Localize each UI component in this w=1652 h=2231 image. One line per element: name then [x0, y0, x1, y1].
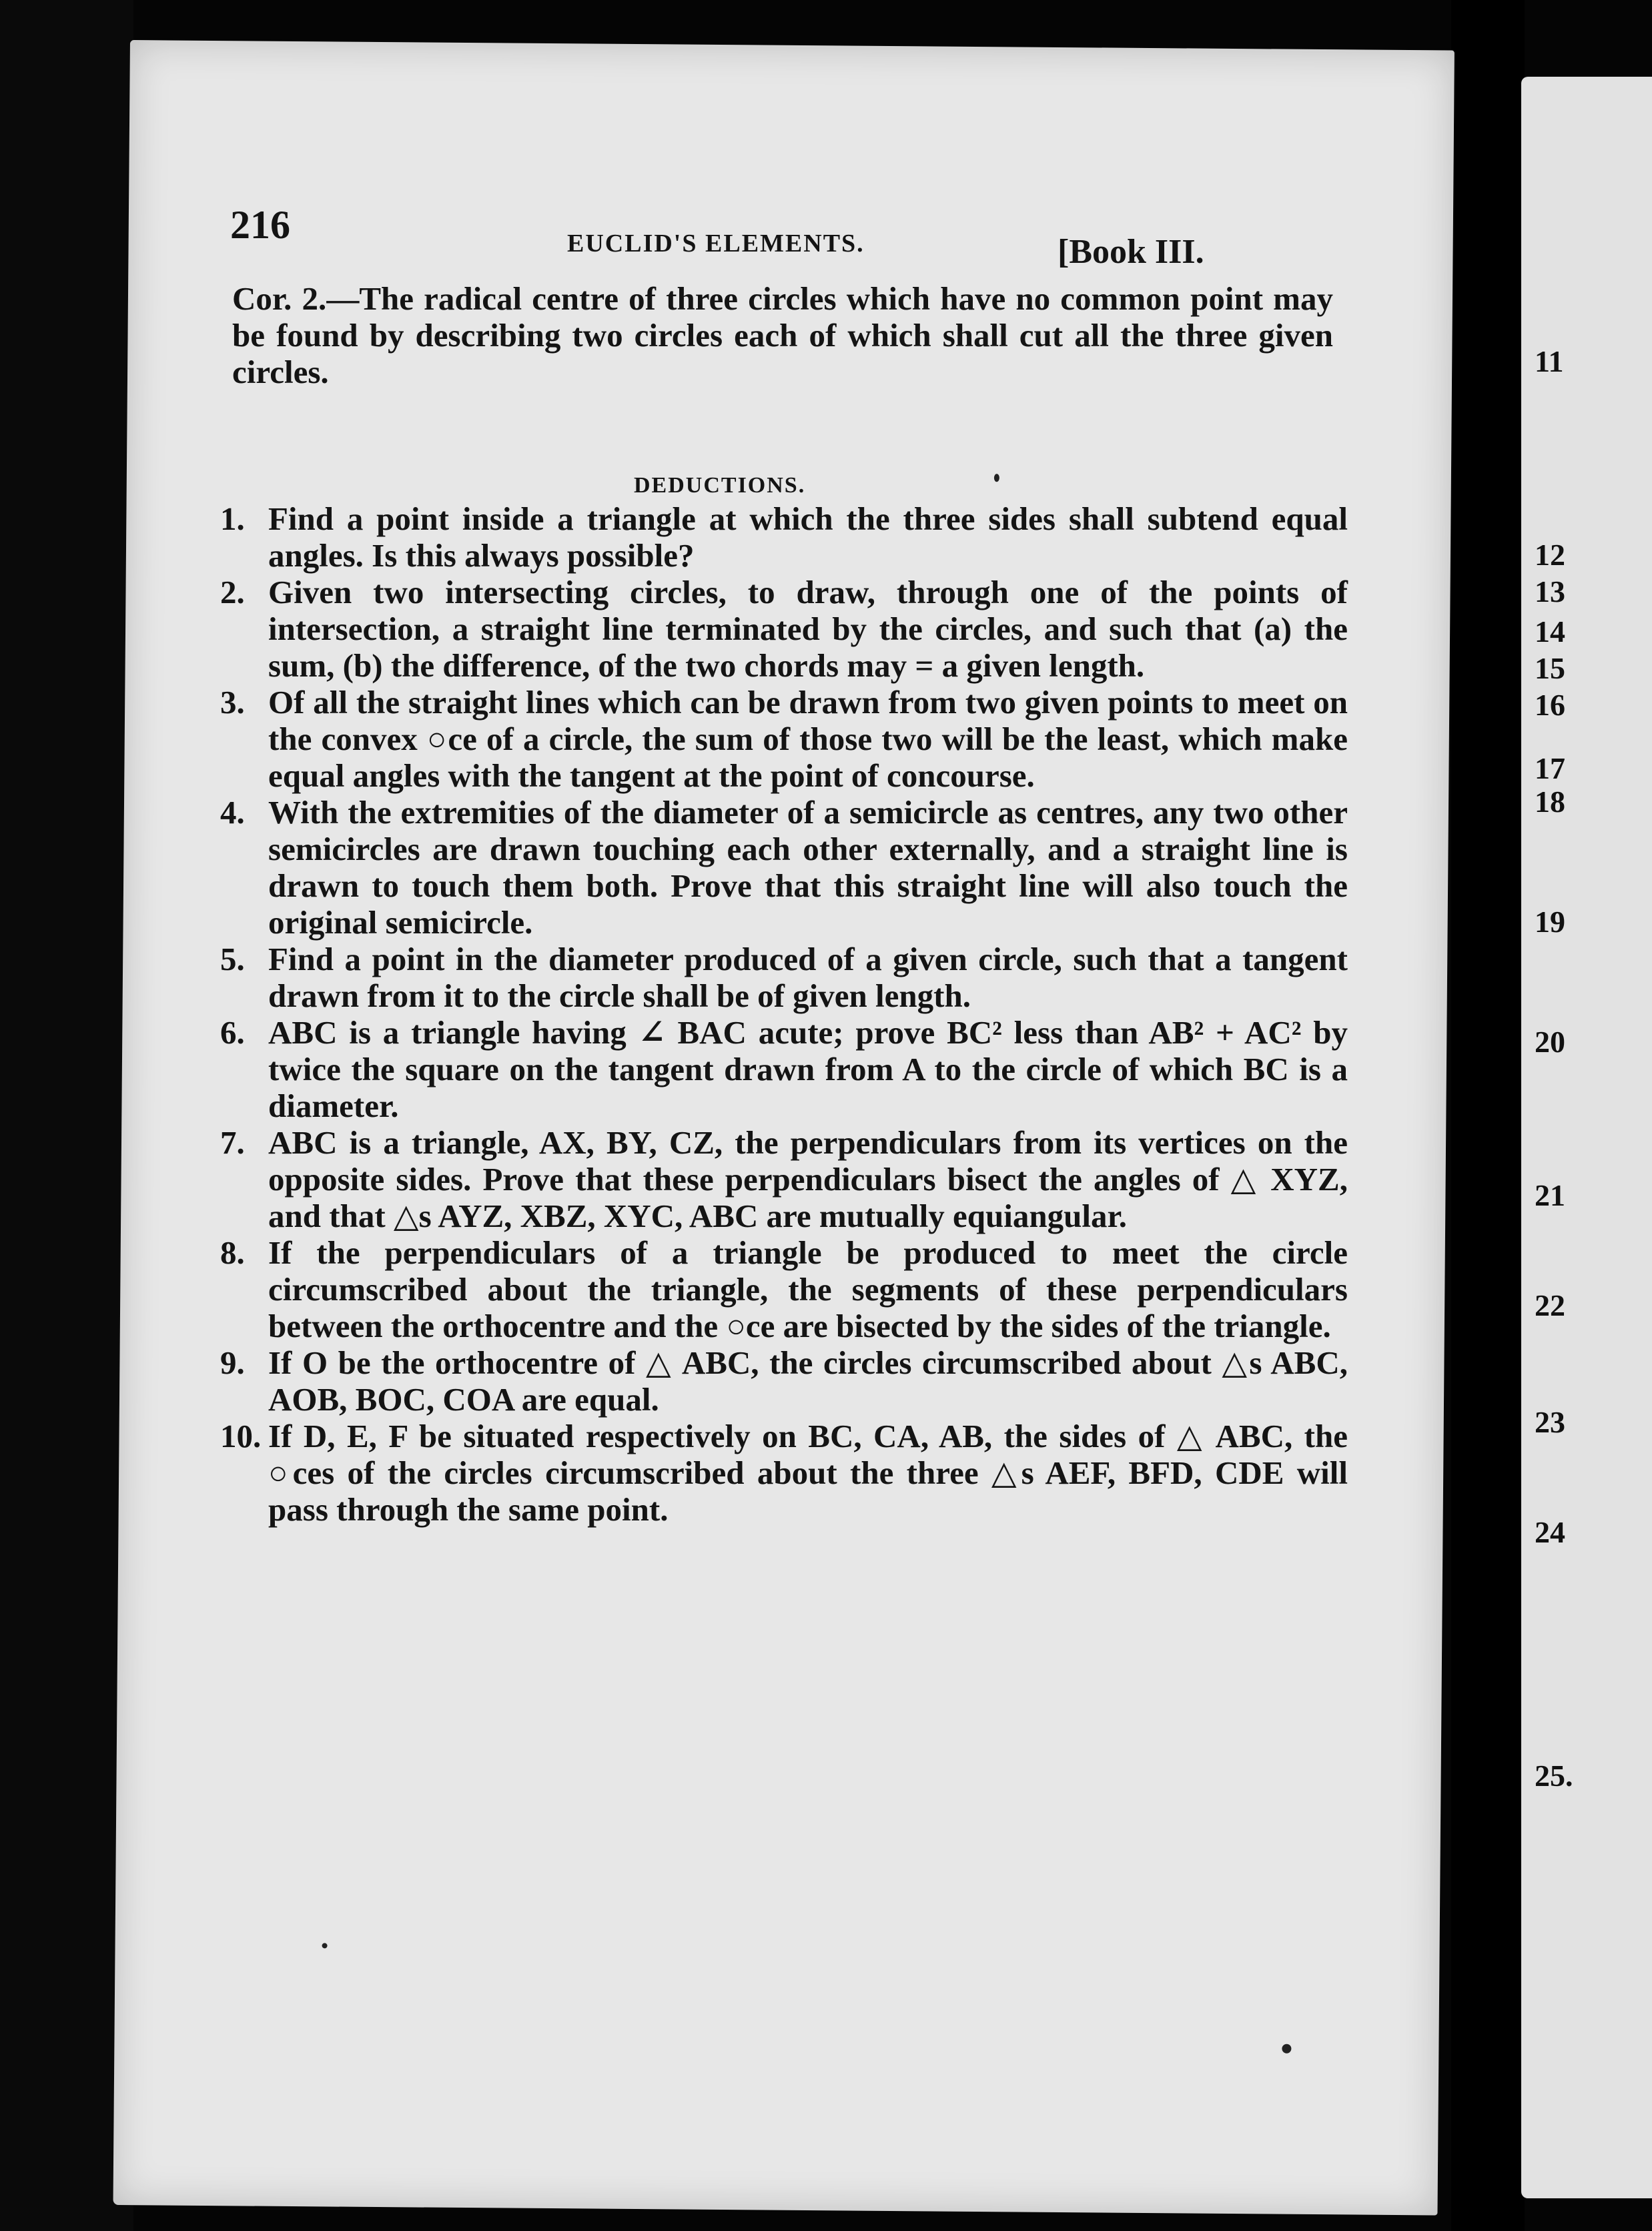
facing-page-number: 18 [1535, 785, 1565, 819]
corollary-label: Cor. 2. [232, 280, 327, 317]
deduction-item [220, 684, 1348, 794]
book-gutter [1451, 0, 1525, 2231]
facing-page-number: 17 [1535, 751, 1565, 785]
corollary [232, 280, 1333, 390]
deduction-number: 3. [220, 684, 245, 721]
page-number: 216 [230, 203, 290, 247]
deduction-item [220, 1234, 1348, 1344]
deduction-number: 1. [220, 500, 245, 537]
book-label: [Book III. [1058, 233, 1204, 271]
facing-page-number: 25. [1535, 1759, 1573, 1793]
deduction-text: Given two intersecting circles, to draw, through one of the points of intersection, a straight line terminated by the circles, and such that (a) the sum, (b) the difference, of the two chords may = a given length. [268, 574, 1348, 684]
facing-page-number: 20 [1535, 1025, 1565, 1059]
deduction-item [220, 1344, 1348, 1418]
deduction-item [220, 500, 1348, 574]
ink-speck [1282, 2044, 1291, 2054]
facing-page-number: 19 [1535, 905, 1565, 939]
deduction-text: Of all the straight lines which can be drawn from two given points to meet on the convex ○ce of a circle, the sum of those two will be the least, which make equal angles with the tangent at the point of concourse. [268, 684, 1348, 794]
deduction-number: 10. [220, 1418, 262, 1454]
facing-page-number: 14 [1535, 614, 1565, 648]
facing-page-fragment [1521, 77, 1652, 2198]
deduction-item [220, 1418, 1348, 1528]
facing-page-number: 24 [1535, 1515, 1565, 1549]
deduction-item [220, 941, 1348, 1014]
facing-page-number: 23 [1535, 1405, 1565, 1439]
facing-page-number: 16 [1535, 688, 1565, 722]
deduction-number: 8. [220, 1234, 245, 1271]
facing-page-number: 21 [1535, 1178, 1565, 1212]
facing-page-number: 11 [1535, 344, 1564, 378]
deduction-text: ABC is a triangle having ∠ BAC acute; prove BC² less than AB² + AC² by twice the square on the tangent drawn from A to the circle of which BC is a diameter. [268, 1014, 1348, 1124]
deduction-number: 6. [220, 1014, 245, 1051]
deduction-text: ABC is a triangle, AX, BY, CZ, the perpendiculars from its vertices on the opposite sides. Prove that these perpendiculars bisect the angles of △ XYZ, and that △s AYZ, XBZ, XYC, ABC are mutually equiangular. [268, 1124, 1348, 1234]
deduction-text: Find a point in the diameter produced of a given circle, such that a tangent drawn from it to the circle shall be of given length. [268, 941, 1348, 1014]
deduction-item [220, 574, 1348, 684]
deduction-item [220, 794, 1348, 941]
facing-page-number: 12 [1535, 538, 1565, 572]
scan-left-edge [0, 0, 133, 2231]
facing-page-number: 22 [1535, 1288, 1565, 1322]
deduction-text: If the perpendiculars of a triangle be produced to meet the circle circumscribed about the triangle, the segments of these perpendiculars between the orthocentre and the ○ce are bisected by the sides of the triangle. [268, 1234, 1348, 1344]
section-heading: DEDUCTIONS. [634, 473, 806, 498]
deductions-list [220, 500, 1348, 1528]
deduction-number: 9. [220, 1344, 245, 1381]
ink-speck [994, 474, 999, 482]
ink-speck [322, 1943, 328, 1948]
deduction-number: 2. [220, 574, 245, 610]
deduction-item [220, 1014, 1348, 1124]
corollary-text: —The radical centre of three circles which have no common point may be found by describing two circles each of which shall cut all the three given circles. [232, 280, 1333, 390]
deduction-number: 4. [220, 794, 245, 831]
running-head: EUCLID'S ELEMENTS. [567, 230, 865, 258]
deduction-text: With the extremities of the diameter of a semicircle as centres, any two other semicircles are drawn touching each other externally, and a straight line is drawn to touch them both. Prove that this straight line will also touch the original semicircle. [268, 794, 1348, 941]
deduction-text: If O be the orthocentre of △ ABC, the circles circumscribed about △s ABC, AOB, BOC, COA are equal. [268, 1344, 1348, 1418]
deduction-text: If D, E, F be situated respectively on BC, CA, AB, the sides of △ ABC, the ○ces of the circles circumscribed about the three △s AEF, BFD, CDE will pass through the same point. [268, 1418, 1348, 1528]
deduction-number: 7. [220, 1124, 245, 1161]
deduction-number: 5. [220, 941, 245, 977]
deduction-item [220, 1124, 1348, 1234]
facing-page-number: 15 [1535, 651, 1565, 685]
deduction-text: Find a point inside a triangle at which the three sides shall subtend equal angles. Is this always possible? [268, 500, 1348, 574]
facing-page-number: 13 [1535, 574, 1565, 608]
